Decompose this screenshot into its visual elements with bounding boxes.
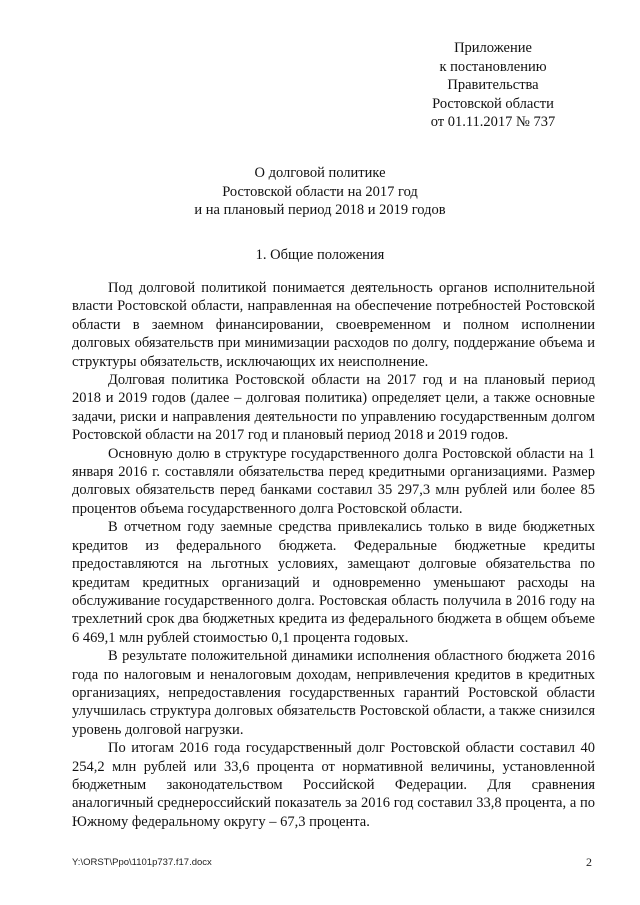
document-title (0, 164, 640, 220)
appendix-line: Ростовской области (432, 95, 554, 112)
body-paragraph: В отчетном году заемные средства привлекались только в виде бюджетных кредитов из федерального бюджета. Федеральные бюджетные кредиты предоставляются на льготных условиях, замещают долговые обязательства по кредитам кредитных организаций и одновременно уменьшают расходы на обслуживание государственного долга. Ростовская область получила в 2016 году на трехлетний срок два бюджетных кредита из федерального бюджета в общем объеме 6 469,1 млн рублей стоимостью 0,1 процента годовых. (72, 519, 595, 646)
appendix-line: Приложение (454, 40, 532, 56)
title-line: Ростовской области на 2017 год (222, 183, 418, 200)
appendix-line: к постановлению (439, 58, 547, 75)
body-paragraph: По итогам 2016 года государственный долг Ростовской области составил 40 254,2 млн рублей или 33,6 процента от нормативной величины, установленной бюджетным законодательством Российской Федерации. Для сравнения аналогичный среднероссийский показатель за 2016 год составил 33,8 процента, а по Южному федеральному округу – 67,3 процента. (72, 740, 595, 830)
body-paragraph: Основную долю в структуре государственного долга Ростовской области на 1 января 2016 г. составляли обязательства перед кредитными организациями. Размер долговых обязательств перед банками составил 35 297,3 млн рублей или более 85 процентов объема государственного долга Ростовской области. (72, 445, 595, 517)
body-paragraph: Долговая политика Ростовской области на 2017 год и на плановый период 2018 и 2019 годов (далее – долговая политика) определяет цели, а также основные задачи, риски и направления деятельности по управлению государственным долгом Ростовской области на 2017 год и плановый период 2018 и 2019 годов. (72, 372, 595, 444)
footer-file-path: Y:\ORST\Ppo\1101p737.f17.docx (72, 857, 212, 868)
section-heading: 1. Общие положения (255, 247, 385, 263)
appendix-line: от 01.11.2017 № 737 (430, 114, 556, 130)
title-line: О долговой политике (254, 165, 386, 181)
appendix-header (408, 39, 578, 132)
page-number: 2 (586, 855, 592, 869)
appendix-line: Правительства (447, 77, 539, 93)
body-paragraph: В результате положительной динамики исполнения областного бюджета 2016 года по налоговым и неналоговым доходам, непривлечения кредитов в кредитных организациях, непредоставления государственных гарантий Ростовской области улучшилась структура долговых обязательств Ростовской области, а также снизился уровень долговой нагрузки. (72, 648, 595, 738)
title-line: и на плановый период 2018 и 2019 годов (194, 202, 446, 218)
document-body (72, 279, 595, 831)
body-paragraph: Под долговой политикой понимается деятельность органов исполнительной власти Ростовской области, направленная на обеспечение потребностей Ростовской области в заемном финансировании, своевременном и полном исполнении долговых обязательств при минимизации расходов по долгу, поддержание объема и структуры обязательств, исключающих их неисполнение. (72, 280, 595, 370)
